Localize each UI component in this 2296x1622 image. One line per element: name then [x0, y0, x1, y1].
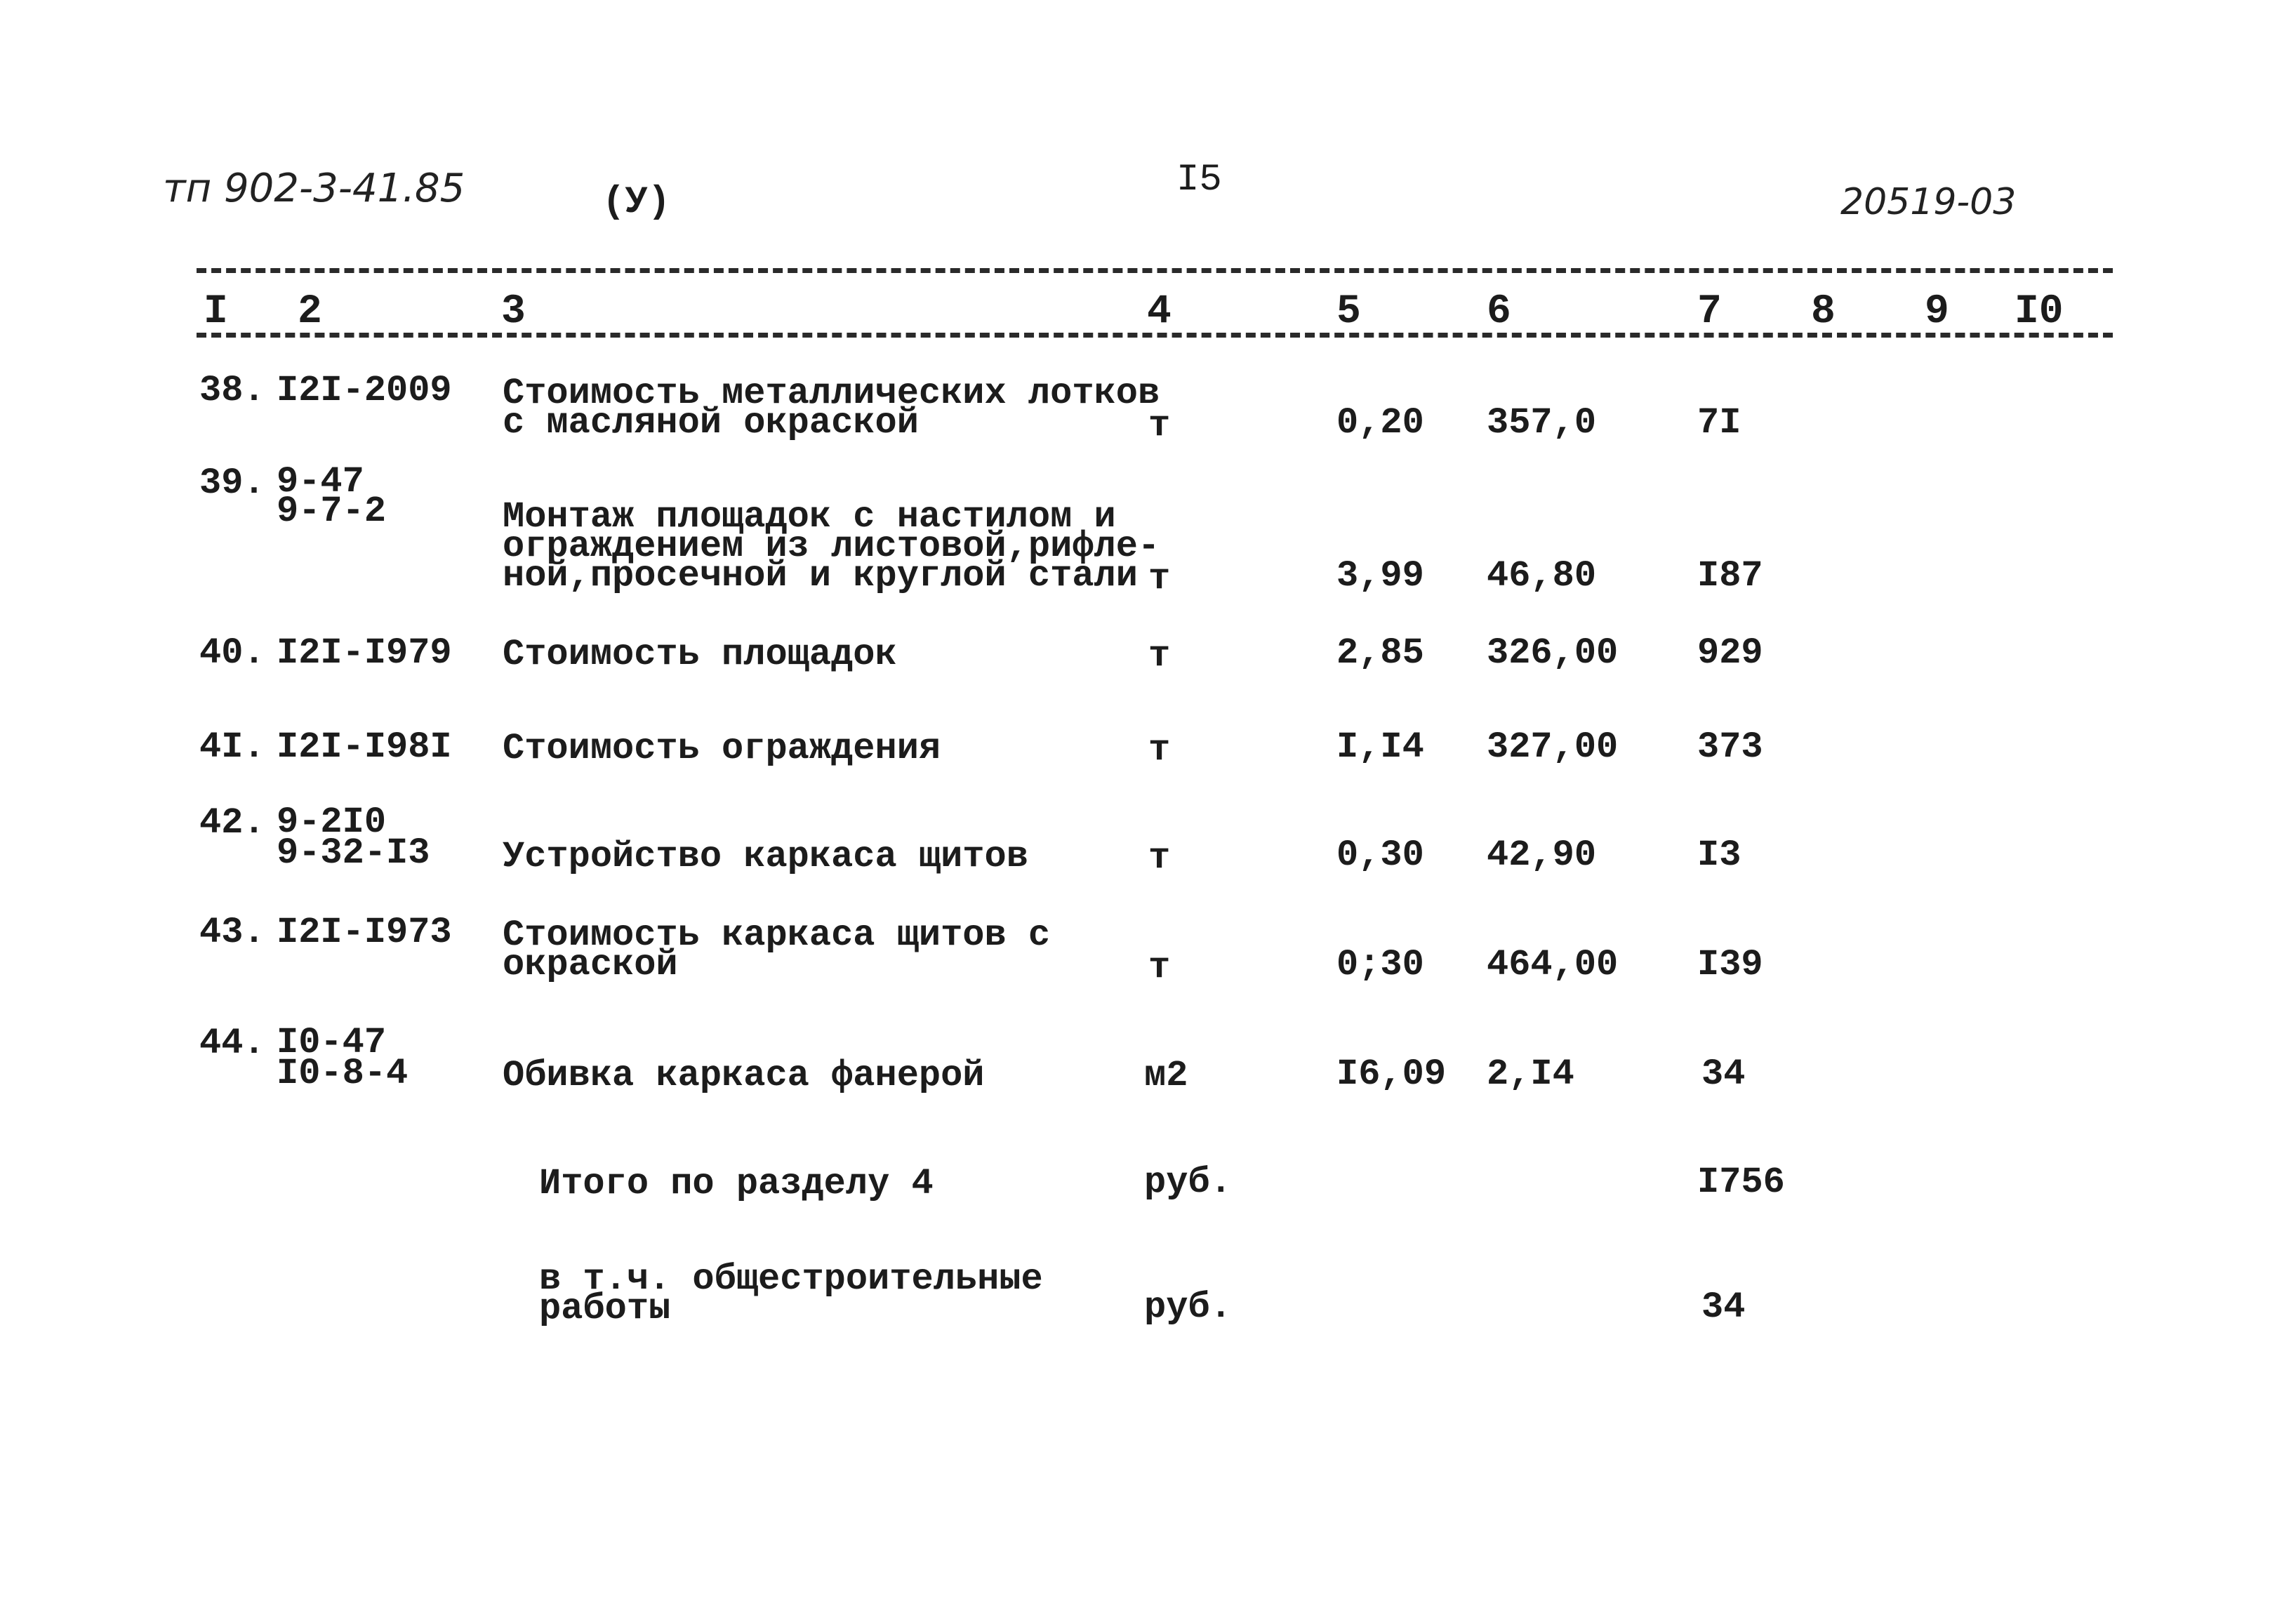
row-price: 2,I4 — [1487, 1053, 1574, 1095]
row-price: 357,0 — [1487, 402, 1597, 444]
row-description: Стоимость площадок — [503, 634, 897, 675]
row-total: I39 — [1697, 944, 1763, 985]
row-quantity: 3,99 — [1336, 555, 1424, 597]
col-header-5: 5 — [1336, 289, 1361, 335]
row-price: 326,00 — [1487, 632, 1619, 674]
row-description: Стоимость ограждения — [503, 728, 941, 769]
header-bottom-rule — [197, 333, 2113, 338]
row-price: 46,80 — [1487, 555, 1597, 597]
row-total: 34 — [1701, 1053, 1746, 1095]
archive-number: 20519-03 — [1840, 181, 2017, 223]
row-quantity: 0;30 — [1336, 944, 1424, 985]
col-header-2: 2 — [298, 289, 322, 335]
row-description: Обивка каркаса фанерой — [503, 1055, 985, 1096]
row-description: Монтаж площадок с настилом и ограждением из листовой,рифле- ной,просечной и круглой стали — [503, 496, 1160, 597]
row-code: I0-47 I0-8-4 — [277, 1022, 409, 1094]
col-header-7: 7 — [1697, 289, 1722, 335]
row-total: 373 — [1697, 726, 1763, 768]
row-quantity: 2,85 — [1336, 632, 1424, 674]
total-label: Итого по разделу 4 — [539, 1163, 934, 1204]
construction-works-label: в т.ч. общестроительные работы — [539, 1258, 1043, 1329]
total-unit: руб. — [1144, 1162, 1232, 1203]
row-number: 42. — [199, 802, 265, 844]
col-header-4: 4 — [1147, 289, 1172, 335]
col-header-8: 8 — [1811, 289, 1836, 335]
row-unit: т — [1148, 558, 1171, 599]
mark-label: (У) — [602, 181, 671, 224]
row-code: I2I-I973 — [277, 912, 452, 953]
page-number: I5 — [1176, 159, 1222, 201]
construction-works-unit: руб. — [1144, 1287, 1232, 1328]
row-code: I2I-2009 — [277, 370, 452, 411]
row-quantity: 0,20 — [1336, 402, 1424, 444]
row-quantity: 0,30 — [1336, 835, 1424, 876]
row-total: 7I — [1697, 402, 1741, 444]
row-total: 929 — [1697, 632, 1763, 674]
row-price: 42,90 — [1487, 835, 1597, 876]
row-number: 38. — [199, 370, 265, 411]
row-number: 40. — [199, 632, 265, 674]
row-unit: т — [1148, 729, 1171, 771]
col-header-9: 9 — [1925, 289, 1949, 335]
table-top-rule — [197, 268, 2113, 273]
col-header-6: 6 — [1487, 289, 1511, 335]
row-number: 4I. — [199, 726, 265, 768]
row-code: I2I-I979 — [277, 632, 452, 674]
row-unit: т — [1148, 837, 1171, 879]
row-unit: т — [1148, 635, 1171, 677]
row-quantity: I6,09 — [1336, 1053, 1447, 1095]
row-price: 464,00 — [1487, 944, 1619, 985]
row-price: 327,00 — [1487, 726, 1619, 768]
row-code: 9-47 9-7-2 — [277, 461, 387, 532]
row-code: 9-2I0 9-32-I3 — [277, 802, 430, 874]
row-number: 44. — [199, 1023, 265, 1064]
row-quantity: I,I4 — [1336, 726, 1424, 768]
col-header-10: I0 — [2015, 289, 2064, 335]
row-number: 43. — [199, 912, 265, 953]
row-unit: т — [1148, 947, 1171, 988]
row-number: 39. — [199, 463, 265, 504]
col-header-1: I — [204, 289, 228, 335]
row-description: Устройство каркаса щитов — [503, 836, 1028, 877]
doc-code: тп 902-3-41.85 — [163, 166, 465, 211]
row-total: I87 — [1697, 555, 1763, 597]
col-header-3: 3 — [501, 289, 526, 335]
row-description: Стоимость каркаса щитов с окраской — [503, 915, 1051, 985]
row-unit: м2 — [1144, 1055, 1188, 1096]
construction-works-value: 34 — [1701, 1287, 1746, 1328]
row-unit: т — [1148, 405, 1171, 446]
row-code: I2I-I98I — [277, 726, 452, 768]
row-total: I3 — [1697, 835, 1741, 876]
row-description: Стоимость металлических лотков с масляной окраской — [503, 373, 1160, 444]
total-value: I756 — [1697, 1162, 1785, 1203]
